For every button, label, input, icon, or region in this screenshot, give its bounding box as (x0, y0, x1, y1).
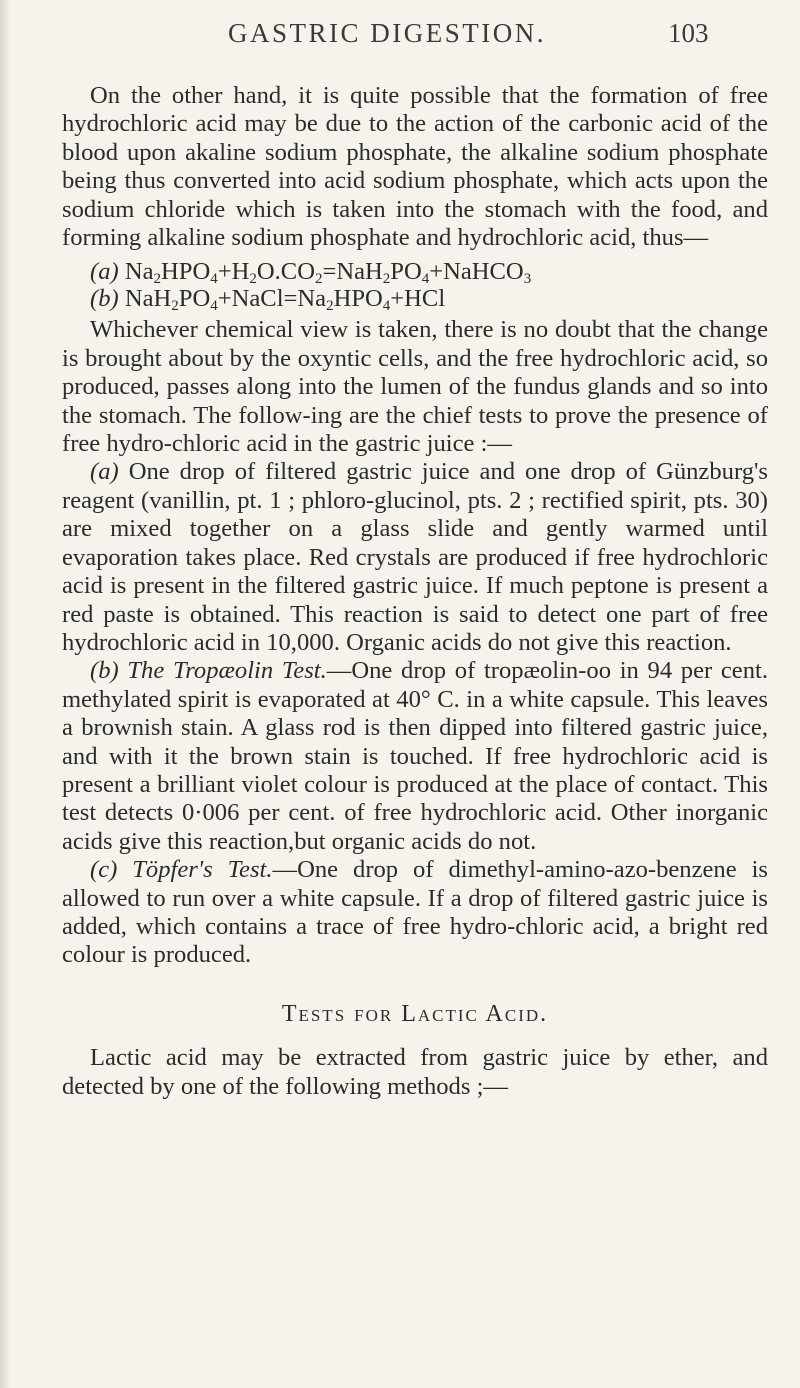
body-text (62, 82, 768, 1101)
paragraph-phosphate-theory: On the other hand, it is quite possible that the formation of free hydrochloric acid may be due to the action of the carbonic acid of the blood upon akaline sodium phosphate, the alkaline sodium phosphate being thus converted into acid sodium phosphate, which acts upon the sodium chloride which is taken into the stomach with the food, and forming alkaline sodium phosphate and hydrochloric acid, thus— (62, 82, 768, 252)
equation-b: (b) $NaH_2PO_4+NaCl=Na_2HPO_4+HCl$ (90, 285, 446, 315)
paragraph-lactic-acid: Lactic acid may be extracted from gastric juice by ether, and detected by one of the following methods ;— (62, 1044, 768, 1100)
equation-a: (a) $Na_2HPO_4+H_2O.CO_2=NaH_2PO_4+NaHCO_3$ (90, 258, 532, 288)
equations-block (90, 258, 768, 315)
paragraph-oxyntic-cells: Whichever chemical view is taken, there is no doubt that the change is brought about by the oxyntic cells, and the free hydrochloric acid, so produced, passes along into the lumen of the fundus glands and so into the stomach. The follow-ing are the chief tests to prove the presence of free hydro-chloric acid in the gastric juice :— (62, 316, 768, 458)
page-number: 103 (668, 18, 709, 48)
section-heading-lactic-acid: Tests for Lactic Acid. (281, 1000, 549, 1027)
paragraph-tropaeolin-test: (b) The Tropæolin Test.—One drop of tropæolin-oo in 94 per cent. methylated spirit is evaporated at 40° C. in a white capsule. This leaves a brownish stain. A glass rod is then dipped into filtered gastric juice, and with it the brown stain is touched. If free hydrochloric acid is present a brilliant violet colour is produced at the place of contact. This test detects 0·006 per cent. of free hydrochloric acid. Other inorganic acids give this reaction,but organic acids do not. (62, 657, 768, 855)
page-header (0, 18, 800, 58)
page-gutter-shadow (0, 0, 10, 1388)
paragraph-gunzburg-test: (a) One drop of filtered gastric juice and one drop of Günzburg's reagent (vanillin, pt. 1 ; phloro-glucinol, pts. 2 ; rectified spirit, pts. 30) are mixed together on a glass slide and gently warmed until evaporation takes place. Red crystals are produced if free hydrochloric acid is present in the filtered gastric juice. If much peptone is present a red paste is obtained. This reaction is said to detect one part of free hydrochloric acid in 10,000. Organic acids do not give this reaction. (62, 458, 768, 656)
paragraph-topfer-test: (c) Töpfer's Test.—One drop of dimethyl-amino-azo-benzene is allowed to run over a white capsule. If a drop of filtered gastric juice is added, which contains a trace of free hydro-chloric acid, a bright red colour is produced. (62, 856, 768, 969)
running-title: GASTRIC DIGESTION. (228, 18, 546, 48)
